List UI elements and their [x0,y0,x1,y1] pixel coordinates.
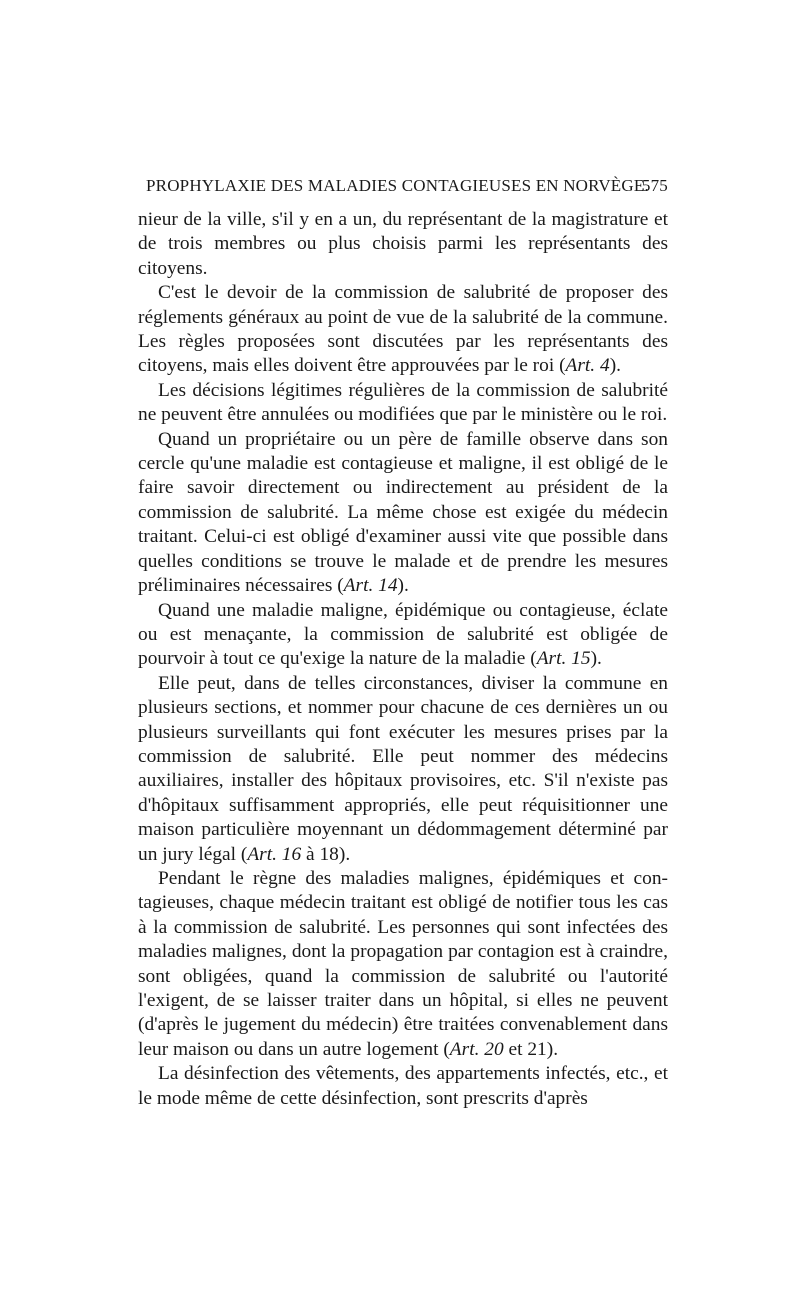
paragraph-text: à 18). [301,843,351,865]
paragraph-text: Quand un propriétaire ou un père de famille observe dans son cercle qu'une maladie est contagieuse et maligne, il est obligé de le faire savoir directement ou indirectement au président de la commission de salubrité. La même chose est exigée du médecin traitant. Celui-ci est obligé d'examiner aussi vite que possible dans quelles conditions se trouve le malade et de prendre les mesures préliminaires nécessaires ( [138,428,668,597]
paragraph-text: La désinfection des vêtements, des appartements infectés, etc., et le mode même de cette désinfection, sont prescrits d'après [138,1063,668,1109]
article-reference: Art. 15 [536,648,591,670]
paragraph-text: nieur de la ville, s'il y en a un, du représentant de la magistrature et de trois membres ou plus choisis parmi les représentants des citoyens. [138,209,668,279]
article-reference: Art. 20 [449,1038,504,1060]
paragraph-text: ). [397,575,409,597]
paragraph-text: Les décisions légitimes régulières de la commission de salubrité ne peuvent être annulées ou modifiées que par le ministère ou le roi. [138,379,668,426]
article-reference: Art. 16 [247,843,302,865]
paragraph-text: ). [609,355,622,377]
paragraph [138,672,668,867]
paragraph-text: Quand une maladie maligne, épidémique ou contagieuse, éclate ou est menaçante, la commission de salubrité est obligée de pourvoir à tout ce qu'exige la nature de la maladie ( [138,599,668,670]
paragraph [138,867,668,1062]
running-title: PROPHYLAXIE DES MALADIES CONTAGIEUSES EN NORVÈGE. [146,176,649,195]
paragraph [138,1062,668,1111]
paragraph-text: Pendant le règne des maladies malignes, épidémiques et contagieuses, chaque médecin traitant est obligé de notifier tous les cas à la commission de salubrité. Les personnes qui sont infectées des maladies malignes, dont la propagation par contagion est à craindre, sont obligées, quand la commission de salubrité ou l'autorité l'exigent, de se laisser traiter dans un hôpital, si elles ne peuvent (d'après le jugement du médecin) être traitées convenablement dans leur maison ou dans un autre logement ( [138,867,668,1060]
paragraph [138,599,668,672]
page-number: 575 [641,176,668,195]
paragraph-text: Elle peut, dans de telles circonstances, diviser la commune en plusieurs sections, et nommer pour chacune de ces dernières un ou plusieurs surveillants qui font exécuter les mesures prises par la commission de salubrité. Elle peut nommer des médecins auxiliaires, installer des hôpitaux provisoires, etc. S'il n'existe pas d'hôpitaux suffisamment appropriés, elle peut réquisitionner une maison particulière moyennant un dédommagement déterminé par un jury légal ( [138,672,668,865]
paragraph [138,379,668,428]
paragraph [138,428,668,599]
paragraph-text: et 21). [503,1038,559,1060]
body-text [138,208,668,1111]
paragraph [138,281,668,379]
paragraph-text: ). [590,648,602,670]
paragraph [138,208,668,281]
article-reference: Art. 4 [565,355,610,377]
running-head [138,176,668,202]
article-reference: Art. 14 [343,575,398,597]
book-page [138,176,668,1111]
paragraph-text: C'est le devoir de la commission de salubrité de proposer des réglements généraux au point de vue de la salubrité de la commune. Les règles proposées sont discutées par les représentants des citoyens, mais elles doivent être approuvées par le roi ( [138,282,668,377]
